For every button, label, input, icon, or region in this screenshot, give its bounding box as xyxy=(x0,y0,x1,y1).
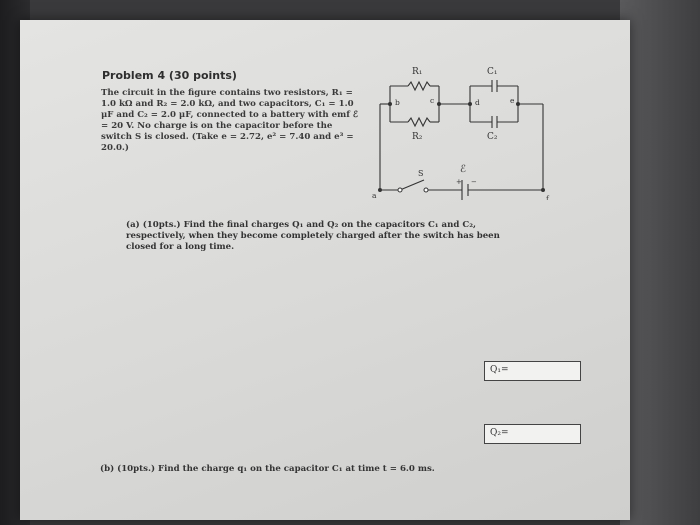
problem-statement: The circuit in the figure contains two resistors, R₁ = 1.0 kΩ and R₂ = 2.0 kΩ, and two capacitors, C₁ = 1.0 μF and C₂ = 2.0 μF, connected to a battery with emf ℰ = 20 V. No charge is on the capacitor before the switch S is closed. (Take e = 2.72, e² = 7.40 and e³ = 20.0.) xyxy=(101,88,359,153)
label-c: c xyxy=(430,96,435,105)
label-f: f xyxy=(546,194,549,200)
label-minus: − xyxy=(471,178,477,186)
part-a-question: (a) (10pts.) Find the final charges Q₁ and Q₂ on the capacitors C₁ and C₂, respectively, when they become completely charged after the switch has been closed for a long time. xyxy=(126,220,500,252)
label-a: a xyxy=(372,191,377,200)
q2-answer-field[interactable] xyxy=(484,424,581,444)
label-b: b xyxy=(395,98,400,107)
q1-label: Q₁= xyxy=(490,365,509,375)
label-switch: S xyxy=(418,169,424,178)
label-emf: ℰ xyxy=(460,164,467,175)
label-d: d xyxy=(475,98,480,107)
label-r1: R₁ xyxy=(412,67,423,77)
label-r2: R₂ xyxy=(412,132,423,142)
part-b-question: (b) (10pts.) Find the charge q₁ on the capacitor C₁ at time t = 6.0 ms. xyxy=(100,464,435,474)
q1-answer-field[interactable] xyxy=(484,361,581,381)
problem-title: Problem 4 (30 points) xyxy=(102,69,237,82)
label-e: e xyxy=(510,96,515,105)
circuit-diagram xyxy=(360,60,560,200)
label-c1: C₁ xyxy=(487,67,498,77)
desk-background-right xyxy=(620,0,700,525)
label-plus: + xyxy=(456,178,462,186)
q2-label: Q₂= xyxy=(490,428,509,438)
label-c2: C₂ xyxy=(487,132,498,142)
